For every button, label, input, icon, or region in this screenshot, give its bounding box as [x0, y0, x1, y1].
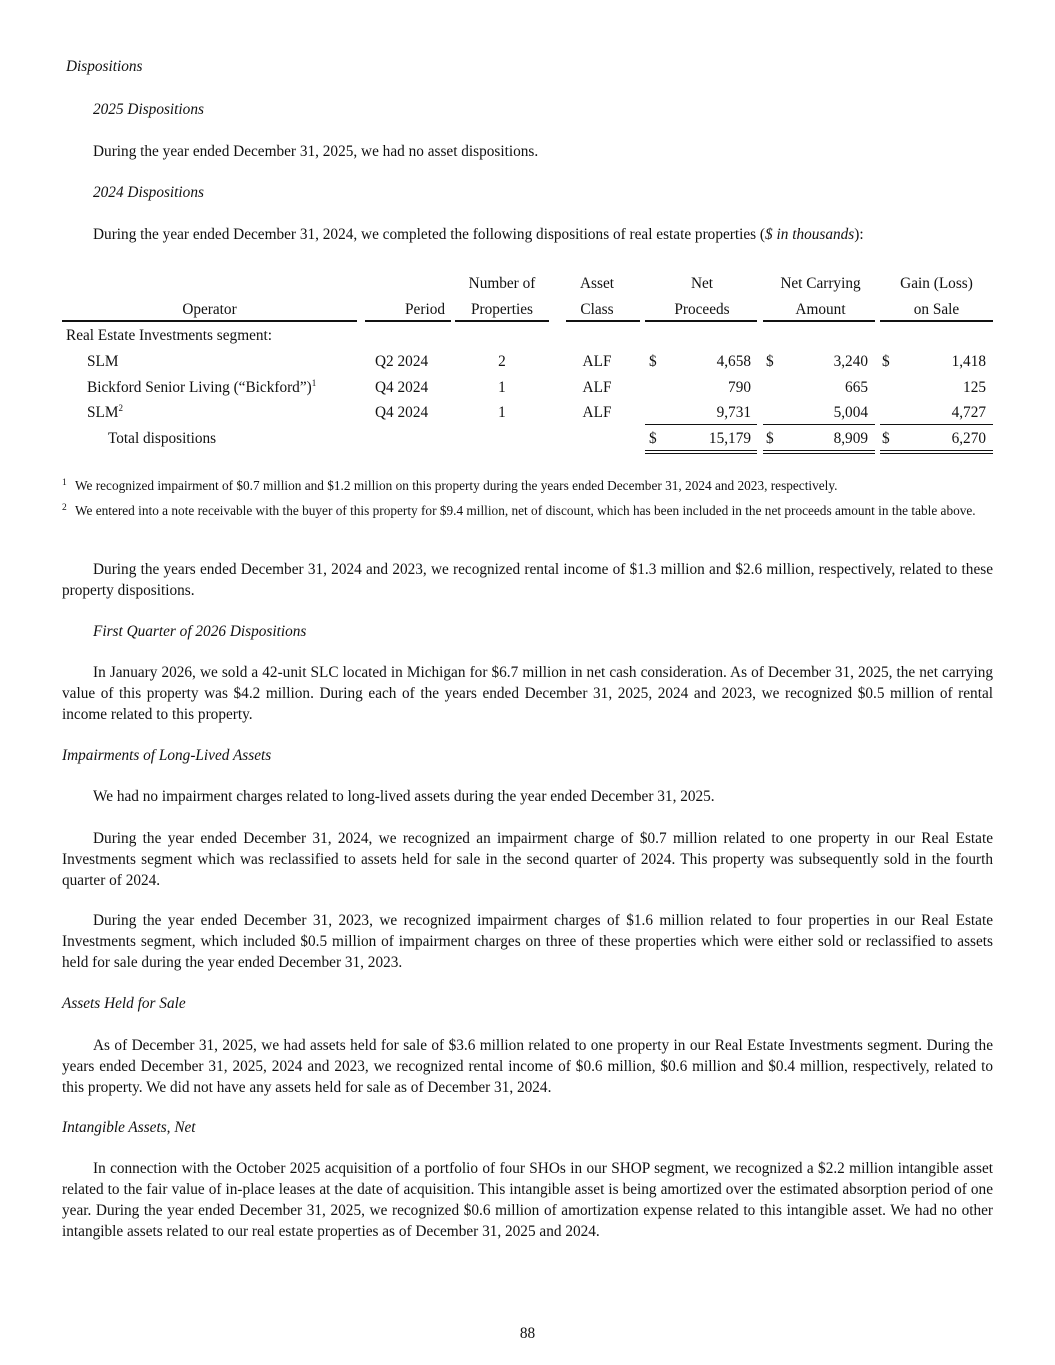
footnote-mark: 1: [62, 478, 67, 488]
total-double-rule: [880, 450, 993, 451]
total-double-rule: [880, 453, 993, 454]
row-asset-class: ALF: [582, 353, 612, 370]
dispositions-2024-intro: [62, 224, 993, 245]
intangible-paragraph: In connection with the October 2025 acquisition of a portfolio of four SHOs in our SHOP segment, we recognized a $2.2 million intangible asset related to the fair value of in-place leases at the date of acquisition. This intangible asset is being amortized over the estimated absorption period of one year. During the year ended December 31, 2025, we recognized $0.6 million of amortization expense related to this intangible asset. We had no other intangible assets related to our real estate properties as of December 31, 2025 and 2024.: [62, 1160, 993, 1240]
total-label: Total dispositions: [108, 430, 217, 447]
currency-symbol: $: [882, 430, 890, 447]
header-properties: Properties: [470, 301, 534, 318]
header-rule: [365, 320, 451, 322]
row-operator: [87, 402, 123, 423]
segment-label: Real Estate Investments segment:: [66, 327, 273, 344]
header-period: Period: [405, 301, 445, 318]
total-double-rule: [645, 453, 757, 454]
intangible-heading: Intangible Assets, Net: [62, 1119, 196, 1136]
currency-symbol: $: [649, 353, 657, 370]
header-rule: [62, 320, 357, 322]
footnote-mark: 2: [62, 503, 67, 513]
header-rule: [455, 320, 549, 322]
footnote-2: [62, 501, 993, 520]
footnote-1: [62, 476, 993, 495]
header-net: Net: [690, 275, 714, 292]
dispositions-2025-text: During the year ended December 31, 2025, we had no asset dispositions.: [93, 143, 539, 160]
dispositions-heading: Dispositions: [66, 58, 143, 75]
row-net-carrying: 5,004: [833, 404, 868, 421]
header-proceeds: Proceeds: [674, 301, 730, 318]
subtotal-rule: [645, 424, 757, 425]
row-gain: 4,727: [951, 404, 986, 421]
currency-symbol: $: [882, 353, 890, 370]
row-net-proceeds: 9,731: [716, 404, 751, 421]
held-for-sale-paragraph: As of December 31, 2025, we had assets held for sale of $3.6 million related to one property in our Real Estate Investments segment. During the years ended December 31, 2025, 2024 and 2023, we recognized rental income of $0.6 million, $0.6 million and $0.4 million, respectively, related to this property. We did not have any assets held for sale as of December 31, 2024.: [62, 1037, 993, 1096]
header-rule: [566, 320, 640, 322]
row-net-proceeds: 4,658: [716, 353, 751, 370]
header-gain-loss: Gain (Loss): [900, 275, 973, 292]
rental-income-paragraph: During the years ended December 31, 2024 and 2023, we recognized rental income of $1.3 million and $2.6 million, respectively, related to these property dispositions.: [62, 561, 993, 599]
header-amount: Amount: [795, 301, 846, 318]
impairments-paragraph-3: During the year ended December 31, 2023, we recognized impairment charges of $1.6 million related to four properties in our Real Estate Investments segment, which included $0.5 million of impairment charges on three of these properties which were either sold or reclassified to assets held for sale during the year ended December 31, 2023.: [62, 912, 993, 971]
currency-symbol: $: [649, 430, 657, 447]
footnote-ref: 1: [311, 377, 317, 388]
currency-symbol: $: [766, 353, 774, 370]
row-count: 1: [498, 404, 506, 421]
currency-symbol: $: [766, 430, 774, 447]
row-operator-name: SLM: [87, 404, 119, 421]
impairments-heading: Impairments of Long-Lived Assets: [62, 747, 272, 764]
row-gain: 1,418: [951, 353, 986, 370]
row-operator-name: Bickford Senior Living (“Bickford”): [87, 379, 312, 396]
total-double-rule: [645, 450, 757, 451]
header-rule: [880, 320, 993, 322]
header-net-carrying: Net Carrying: [780, 275, 861, 292]
q1-2026-heading: First Quarter of 2026 Dispositions: [93, 623, 307, 640]
total-double-rule: [763, 450, 875, 451]
dispositions-table: [62, 270, 993, 460]
total-net-carrying: 8,909: [833, 430, 868, 447]
row-operator: SLM: [87, 353, 119, 370]
row-asset-class: ALF: [582, 379, 612, 396]
row-operator: [87, 377, 316, 398]
intro-unit: $ in thousands: [765, 226, 855, 243]
header-asset: Asset: [580, 275, 614, 292]
footnote-text: We entered into a note receivable with the buyer of this property for $9.4 million, net of discount, which has been included in the net proceeds amount in the table above.: [75, 503, 976, 518]
row-count: 1: [498, 379, 506, 396]
header-operator: Operator: [182, 301, 237, 318]
page-number: 88: [519, 1325, 536, 1342]
dispositions-2025-heading: 2025 Dispositions: [93, 101, 204, 118]
intro-end: ):: [854, 226, 864, 243]
total-double-rule: [763, 453, 875, 454]
header-rule: [645, 320, 757, 322]
header-class: Class: [580, 301, 614, 318]
impairments-paragraph-2: During the year ended December 31, 2024, we recognized an impairment charge of $0.7 million related to one property in our Real Estate Investments segment which was reclassified to assets held for sale in the second quarter of 2024. This property was subsequently sold in the fourth quarter of 2024.: [62, 830, 993, 889]
held-for-sale-heading: Assets Held for Sale: [62, 995, 186, 1012]
footnote-text: We recognized impairment of $0.7 million and $1.2 million on this property during the years ended December 31, 2024 and 2023, respectively.: [75, 478, 838, 493]
dispositions-2024-heading: 2024 Dispositions: [93, 184, 204, 201]
header-rule: [763, 320, 875, 322]
subtotal-rule: [763, 424, 875, 425]
total-gain: 6,270: [951, 430, 986, 447]
subtotal-rule: [880, 424, 993, 425]
row-net-carrying: 665: [845, 379, 868, 396]
row-asset-class: ALF: [582, 404, 612, 421]
header-number-of: Number of: [468, 275, 536, 292]
row-period: Q4 2024: [375, 404, 429, 421]
total-net-proceeds: 15,179: [708, 430, 751, 447]
row-gain: 125: [963, 379, 986, 396]
intro-text: During the year ended December 31, 2024, we completed the following dispositions of real estate properties (: [93, 226, 766, 243]
row-count: 2: [498, 353, 506, 370]
row-period: Q2 2024: [375, 353, 429, 370]
row-period: Q4 2024: [375, 379, 429, 396]
row-net-carrying: 3,240: [833, 353, 868, 370]
row-net-proceeds: 790: [728, 379, 751, 396]
footnote-ref: 2: [118, 402, 123, 413]
q1-2026-paragraph: In January 2026, we sold a 42-unit SLC located in Michigan for $6.7 million in net cash consideration. As of December 31, 2025, the net carrying value of this property was $4.2 million. During each of the years ended December 31, 2025, 2024 and 2023, we recognized $0.5 million of rental income related to this property.: [62, 664, 993, 723]
impairments-paragraph-1: We had no impairment charges related to long-lived assets during the year ended December 31, 2025.: [93, 788, 715, 805]
header-on-sale: on Sale: [913, 301, 960, 318]
